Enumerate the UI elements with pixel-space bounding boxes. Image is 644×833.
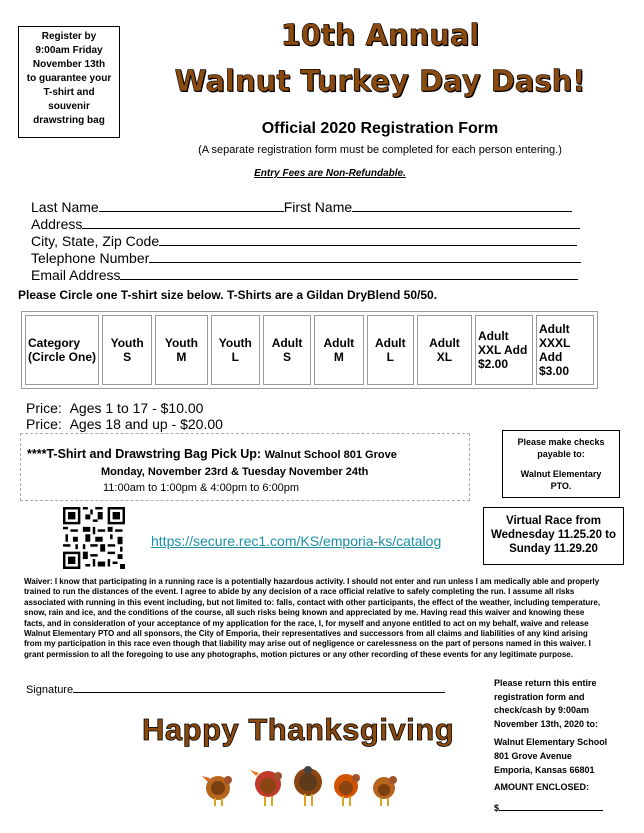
return-line: check/cash by 9:00am <box>494 705 590 716</box>
size-cell[interactable]: Youth L <box>211 315 261 385</box>
return-line: registration form and <box>494 691 585 702</box>
category-cell: Category (Circle One) <box>25 315 99 385</box>
register-line: souvenir <box>48 101 90 112</box>
virtual-line: Sunday 11.29.20 <box>509 543 598 555</box>
first-name-label: First Name <box>283 199 353 215</box>
signature-label: Signature <box>26 684 74 696</box>
register-line: T-shirt and <box>43 87 95 98</box>
size-cell[interactable]: Adult XL <box>417 315 472 385</box>
signature-row <box>26 683 445 696</box>
fees-note: Entry Fees are Non-Refundable. <box>254 168 406 179</box>
return-info <box>494 677 629 815</box>
separate-form-note: (A separate registration form must be completed for each person entering.) <box>198 144 562 156</box>
catalog-link[interactable]: https://secure.rec1.com/KS/emporia-ks/catalog <box>151 533 442 549</box>
register-by-box <box>18 26 120 138</box>
address-line[interactable] <box>82 216 580 229</box>
price-value: Ages 18 and up - $20.00 <box>69 416 223 432</box>
return-line: Walnut Elementary School <box>494 737 608 748</box>
size-cell[interactable]: Youth M <box>155 315 207 385</box>
amount-row <box>494 801 629 816</box>
city-row <box>31 233 577 249</box>
checks-line1: Please make checks payable to: <box>517 437 605 459</box>
last-first-name-row <box>31 199 572 215</box>
register-line: 9:00am Friday <box>35 45 103 56</box>
happy-thanksgiving-text: Happy Thanksgiving <box>142 712 455 747</box>
city-state-zip-label: City, State, Zip Code <box>31 233 160 249</box>
email-line[interactable] <box>120 267 578 280</box>
size-cell[interactable]: Adult L <box>367 315 414 385</box>
return-line: 801 Grove Avenue <box>494 750 572 761</box>
size-cell[interactable]: Adult XXL Add $2.00 <box>475 315 533 385</box>
return-line: November 13th, 2020 to: <box>494 718 599 729</box>
pickup-box <box>20 433 470 501</box>
pickup-heading-row <box>27 447 397 461</box>
email-label: Email Address <box>31 267 121 283</box>
register-line: to guarantee your <box>26 73 112 84</box>
size-cell[interactable]: Adult S <box>263 315 311 385</box>
pickup-heading: T-Shirt and Drawstring Bag Pick Up: <box>46 447 262 461</box>
return-line: Emporia, Kansas 66801 <box>494 764 595 775</box>
first-name-line[interactable] <box>352 199 572 212</box>
return-line: Please return this entire <box>494 678 597 688</box>
pickup-stars: **** <box>27 447 47 461</box>
dollar-sign: $ <box>494 802 500 813</box>
telephone-line[interactable] <box>149 250 581 263</box>
price-label: Price: <box>26 400 62 416</box>
checks-payable-box <box>502 430 620 498</box>
price-adult <box>26 416 223 432</box>
telephone-label: Telephone Number <box>31 250 150 266</box>
telephone-row <box>31 250 581 266</box>
tshirt-size-table <box>21 311 598 389</box>
register-line: Register by <box>41 31 97 42</box>
size-cell[interactable]: Adult M <box>314 315 364 385</box>
virtual-line: Wednesday 11.25.20 to <box>490 529 617 541</box>
event-title-line2: Walnut Turkey Day Dash! <box>174 64 586 98</box>
virtual-race-box <box>483 507 624 565</box>
qr-code-icon[interactable] <box>63 507 125 569</box>
register-line: drawstring bag <box>33 115 105 126</box>
price-label: Price: <box>26 416 62 432</box>
form-title: Official 2020 Registration Form <box>261 120 499 137</box>
tshirt-instruction: Please Circle one T-shirt size below. T-Shirts are a Gildan DryBlend 50/50. <box>18 288 438 302</box>
amount-enclosed-label: AMOUNT ENCLOSED: <box>494 782 589 793</box>
price-youth <box>26 400 203 416</box>
size-cell[interactable]: Youth S <box>102 315 152 385</box>
running-turkeys-icon <box>196 760 406 810</box>
signature-line[interactable] <box>73 683 445 693</box>
pickup-times: 11:00am to 1:00pm & 4:00pm to 6:00pm <box>103 482 300 494</box>
checks-line2: Walnut Elementary PTO. <box>520 469 602 491</box>
last-name-line[interactable] <box>99 199 284 212</box>
price-value: Ages 1 to 17 - $10.00 <box>69 400 204 416</box>
event-title-line1: 10th Annual <box>280 18 480 52</box>
virtual-line: Virtual Race from <box>505 515 601 527</box>
address-row <box>31 216 580 232</box>
register-line: November 13th <box>32 59 106 70</box>
amount-line[interactable] <box>499 801 603 811</box>
address-label: Address <box>31 216 83 232</box>
pickup-days: Monday, November 23rd & Tuesday November 24th <box>101 466 369 478</box>
pickup-location: Walnut School 801 Grove <box>264 449 397 461</box>
last-name-label: Last Name <box>31 199 99 215</box>
email-row <box>31 267 578 283</box>
waiver-text: Waiver: I know that participating in a running race is a potentially hazardous activity. I should not enter and run unless I am medically able and properly trained to run the distances of the event. I agree to abide by any decision of a race official relative to safely completing the run. I assume all risks associated with running in this event including, but not limited to: falls, contact with other participants, the effect of the weather, including temperature, snow, rain and ice, and the conditions of the course, all such risks being known and appreciated by me. Having read this waiver and knowing these facts, and in consideration of your acceptance of my application for the race, I, for myself and anyone entitled to act on my behalf, waive and release Walnut Elementary PTO and all sponsors, the City of Emporia, their representatives and successors from all claims and liabilities of any kind arising from my participation in this race even though that liability may arise out of negligence or carelessness on the part of persons named in this waiver. I grant permission to all the foregoing to use any photographs, motion pictures or any other recording of these events for any legitimate purpose. <box>24 577 601 659</box>
city-state-zip-line[interactable] <box>159 233 577 246</box>
size-cell[interactable]: Adult XXXL Add $3.00 <box>536 315 594 385</box>
